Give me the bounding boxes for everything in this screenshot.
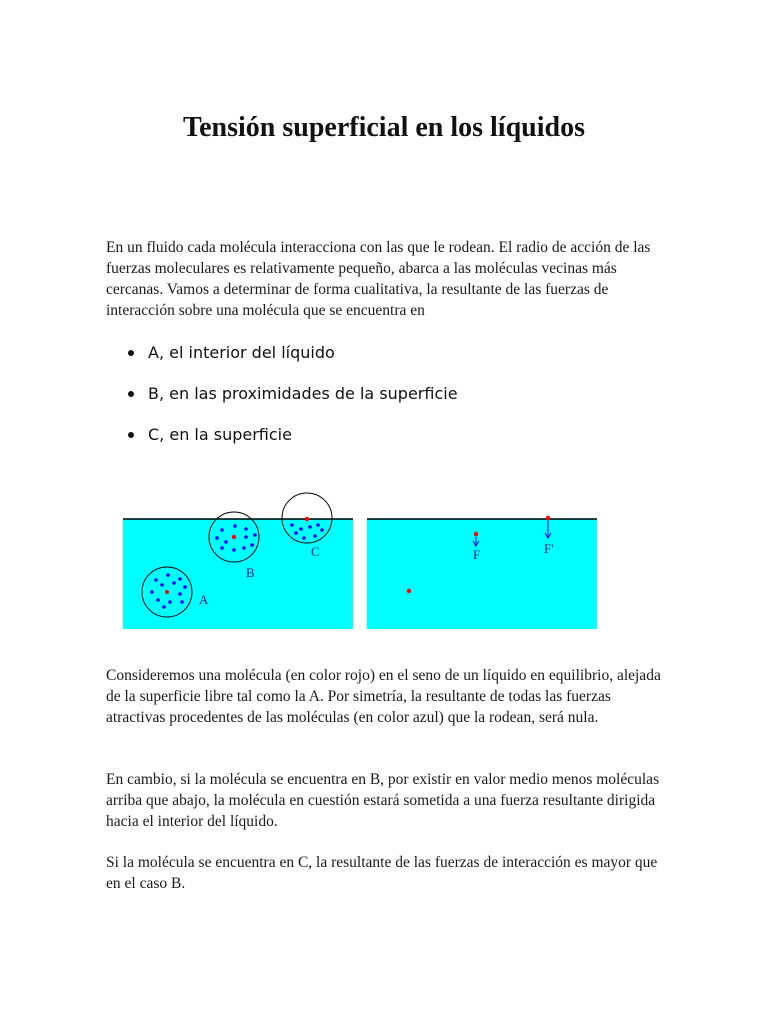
neighbor-molecule	[299, 527, 303, 531]
list-item-text: B, en las proximidades de la superficie	[148, 384, 458, 403]
neighbor-molecule	[232, 548, 236, 552]
label-f: F	[473, 547, 481, 562]
neighbor-molecule	[156, 598, 160, 602]
liquid-region-left	[123, 519, 353, 629]
molecule-near-surface	[474, 532, 478, 536]
intro-paragraph: En un fluido cada molécula interacciona con las que le rodean. El radio de acción de las fuerzas moleculares es relativamente pequeño, abarca a las moléculas vecinas más cercanas. Vamos a determinar de forma cualitativa, la resultante de las fuerzas de interacción sobre una molécula que se encuentra en	[106, 239, 651, 319]
neighbor-molecule	[244, 527, 248, 531]
list-item-text: A, el interior del líquido	[148, 343, 335, 362]
neighbor-molecule	[294, 531, 298, 535]
label-a: A	[199, 592, 209, 607]
molecule-at-surface	[546, 516, 550, 520]
neighbor-molecule	[233, 524, 237, 528]
neighbor-molecule	[220, 546, 224, 550]
neighbor-molecule	[178, 592, 182, 596]
right-panel	[367, 516, 597, 629]
molecule-b	[232, 535, 236, 539]
molecule-a	[165, 590, 169, 594]
bullet-icon	[128, 432, 134, 438]
label-b: B	[246, 565, 255, 580]
neighbor-molecule	[290, 523, 294, 527]
neighbor-molecule	[178, 577, 182, 581]
neighbor-molecule	[154, 578, 158, 582]
paragraph-b: En cambio, si la molécula se encuentra en B, por existir en valor medio menos moléculas arriba que abajo, la molécula en cuestión estará sometida a una fuerza resultante dirigida hacia el interior del líquido.	[106, 771, 660, 830]
neighbor-molecule	[302, 536, 306, 540]
neighbor-molecule	[150, 590, 154, 594]
figure-svg	[118, 486, 602, 632]
neighbor-molecule	[242, 546, 246, 550]
label-f-prime: F'	[544, 541, 554, 556]
neighbor-molecule	[162, 605, 166, 609]
neighbor-molecule	[172, 581, 176, 585]
label-c: C	[311, 544, 320, 559]
neighbor-molecule	[215, 536, 219, 540]
neighbor-molecule	[313, 534, 317, 538]
neighbor-molecule	[160, 583, 164, 587]
bullet-icon	[128, 350, 134, 356]
neighbor-molecule	[220, 528, 224, 532]
list-item	[128, 340, 458, 381]
neighbor-molecule	[224, 540, 228, 544]
neighbor-molecule	[308, 525, 312, 529]
neighbor-molecule	[253, 533, 257, 537]
neighbor-molecule	[244, 535, 248, 539]
neighbor-molecule	[250, 543, 254, 547]
paragraph-c: Si la molécula se encuentra en C, la resultante de las fuerzas de interacción es mayor que en el caso B.	[106, 854, 658, 892]
neighbor-molecule	[180, 600, 184, 604]
neighbor-molecule	[168, 600, 172, 604]
list-item	[128, 422, 458, 463]
list-item	[128, 381, 458, 422]
bullet-icon	[128, 391, 134, 397]
paragraph-a: Consideremos una molécula (en color rojo) en el seno de un líquido en equilibrio, alejada de la superficie libre tal como la A. Por simetría, la resultante de todas las fuerzas atractivas procedentes de las moléculas (en color azul) que la rodean, será nula.	[106, 667, 661, 726]
page-title: Tensión superficial en los líquidos	[183, 112, 585, 143]
liquid-region-right	[367, 519, 597, 629]
molecule-c	[305, 517, 309, 521]
position-list	[128, 340, 458, 463]
molecular-forces-figure	[118, 486, 602, 632]
neighbor-molecule	[320, 528, 324, 532]
molecule-interior	[407, 589, 411, 593]
list-item-text: C, en la superficie	[148, 425, 292, 444]
neighbor-molecule	[166, 573, 170, 577]
neighbor-molecule	[183, 585, 187, 589]
neighbor-molecule	[316, 523, 320, 527]
left-panel	[123, 493, 353, 629]
